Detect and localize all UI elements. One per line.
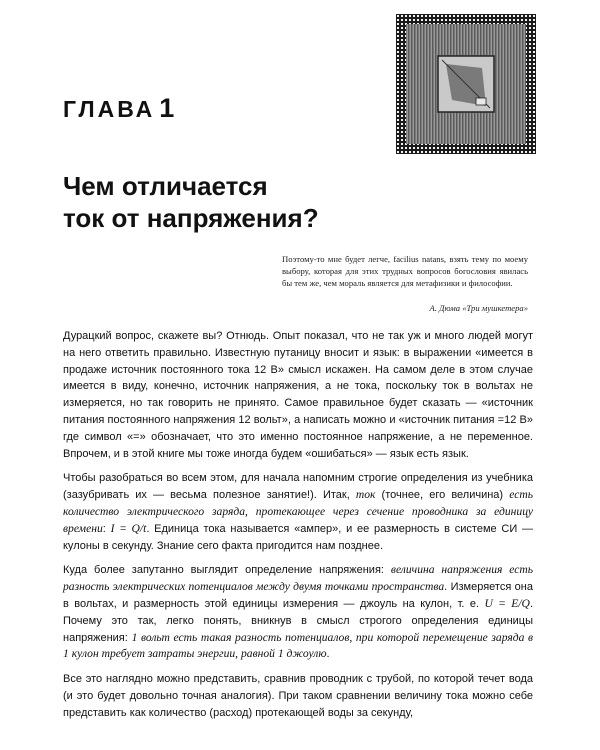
body-text: [63, 328, 533, 730]
text-run: (точнее, его величина): [375, 489, 510, 502]
italic-text: I = Q/t: [110, 521, 147, 535]
italic-text: 1 вольт есть такая разность потенциалов, при которой перемещение заряда в 1 кулон требует затраты энергии, равной 1 джоулю: [63, 630, 534, 661]
text-run: . Единица тока называется «ампер», и ее размерность в системе СИ — кулоны в секунду. Знание сего факта пригодится нам позднее.: [63, 522, 534, 552]
italic-text: U = E/Q: [484, 596, 530, 610]
paragraph: [63, 470, 533, 554]
chapter-label-text: ГЛАВА: [63, 96, 156, 122]
chapter-title: [63, 170, 383, 234]
text-run: Куда более запутанно выглядит определение напряжения:: [63, 564, 391, 577]
chip-photo: [396, 14, 536, 154]
paragraph: [63, 328, 533, 462]
epigraph-text: Поэтому-то мне будет легче, facilius natans, взять тему по моему выбору, которая для этих трудных вопросов богословия явилась бы тем же, чем мораль является для метафизики и философии.: [282, 254, 528, 289]
chapter-title-line1: Чем отличается: [63, 171, 268, 201]
paragraph: [63, 671, 533, 721]
text-run: :: [102, 522, 111, 535]
text-run: . Почему это так, легко понять, вникнув в смысл строгого определения единицы напряжения:: [63, 597, 533, 644]
italic-text: величина напряжения есть разность электрических потенциалов между двумя точками пространства: [63, 563, 533, 594]
italic-text: есть количество электрического заряда, протекающее через сечение проводника за единицу времени: [63, 488, 533, 535]
text-run: .: [326, 648, 330, 661]
text-run: Чтобы разобраться во всем этом, для начала напомним строгие определения из учебника (зазубривать их — весьма полезное занятие!). Итак,: [63, 472, 533, 502]
text-run: Все это наглядно можно представить, сравнив проводник с трубой, по которой течет вода (и это будет довольно точная аналогия). При таком сравнении величину тока можно себе представить как количество (расход) протекающей воды за секунду,: [63, 673, 533, 719]
chapter-title-line2: ток от напряжения?: [63, 203, 319, 233]
italic-text: ток: [355, 488, 376, 502]
text-run: . Измеряется она в вольтах, и размерность этой единицы измерения — джоуль на кулон, т. е.: [63, 581, 533, 610]
paragraph: [63, 562, 533, 663]
chapter-label: [63, 93, 174, 124]
text-run: Дурацкий вопрос, скажете вы? Отнюдь. Опыт показал, что не так уж и много людей могут на него ответить правильно. Известную путаницу вносит и язык: в выражении «имеется в продаже источник постоянного тока 12 В» смысл искажен. На самом деле в этом случае имеется в виду, конечно, источник напряжения, а не тока, поскольку ток в вольтах не измеряется, но так говорить не принято. Самое правильное будет сказать — «источник питания постоянного напряжения 12 вольт», а написать можно и «источник питания =12 В» где символ «=» обозначает, что это именно постоянное напряжение, а не переменное. Впрочем, и в этой книге мы тоже иногда будем «ошибаться» — язык есть язык.: [63, 330, 533, 460]
epigraph-source: А. Дюма «Три мушкетера»: [429, 303, 528, 313]
chapter-number: 1: [159, 93, 175, 123]
